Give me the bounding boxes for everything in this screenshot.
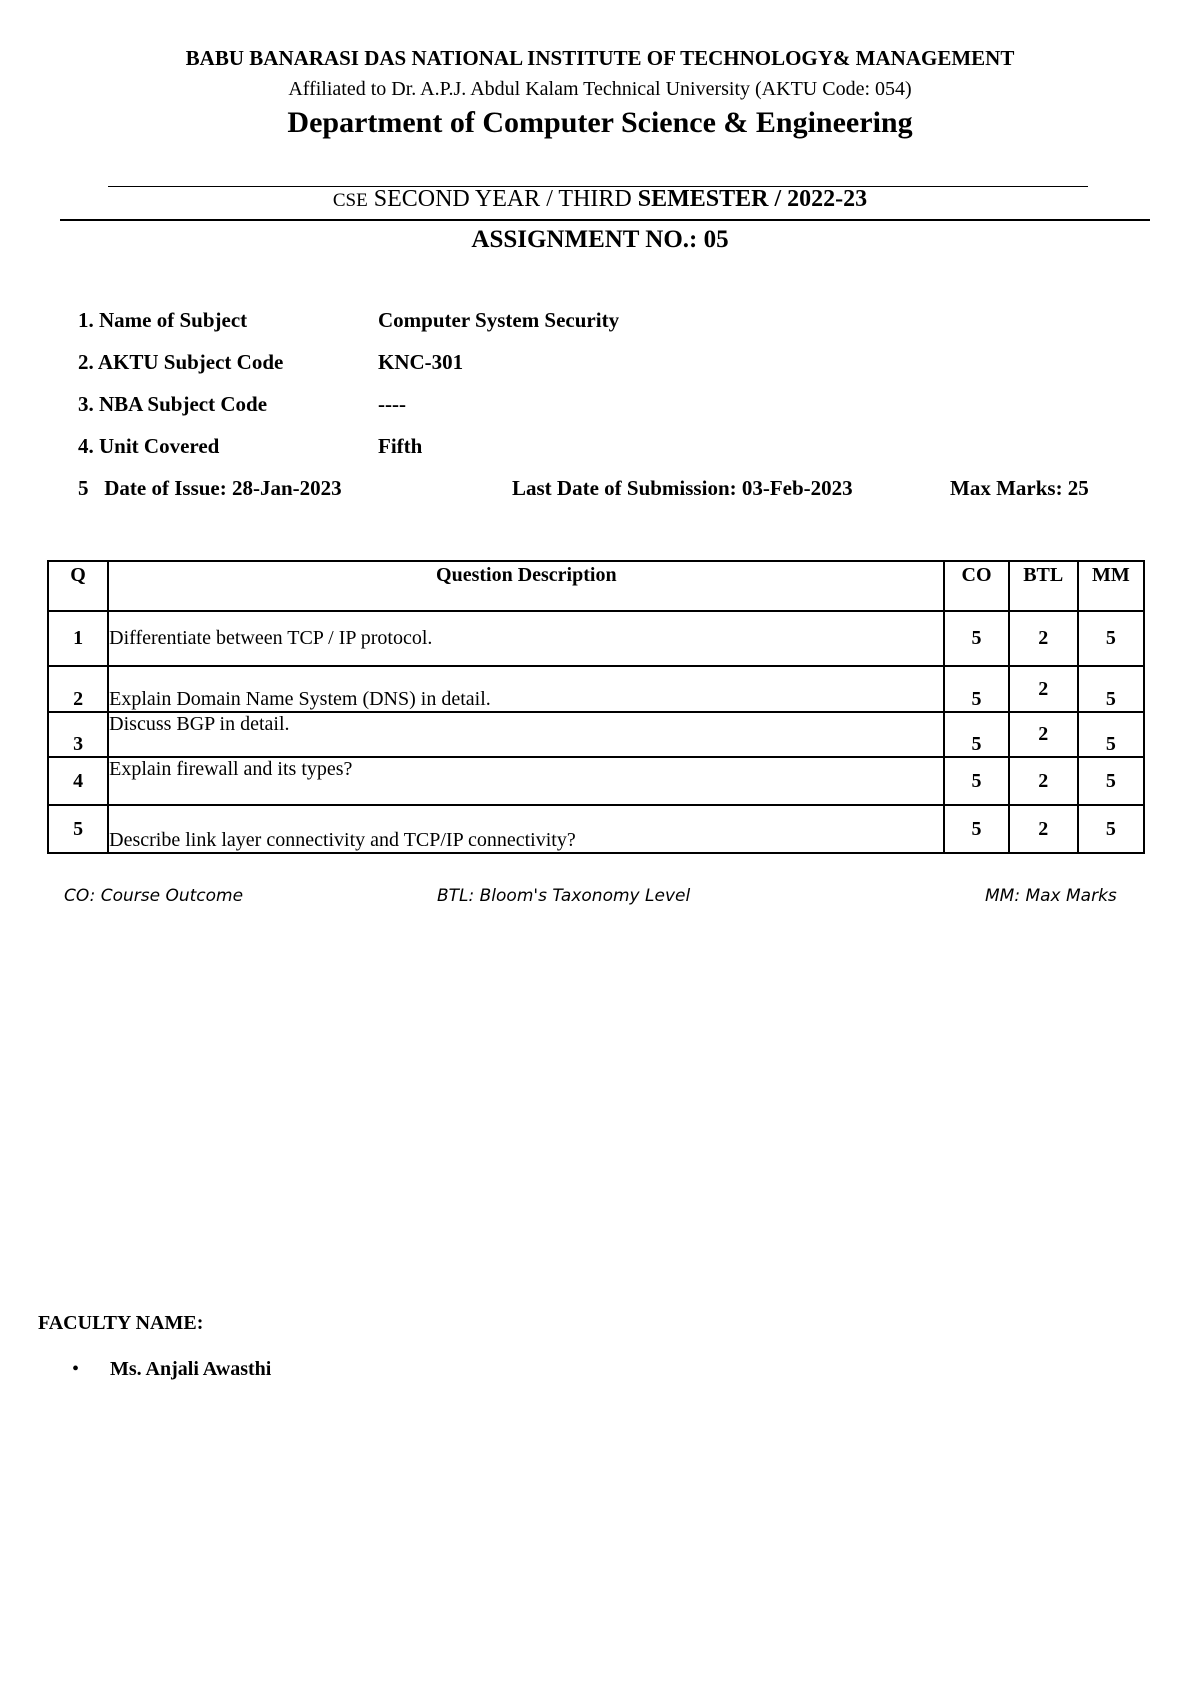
question-mm: 5 — [1078, 611, 1144, 666]
question-co: 5 — [944, 757, 1008, 805]
max-marks: Max Marks: 25 — [950, 476, 1089, 500]
info-value-aktu-code: KNC-301 — [378, 350, 464, 374]
semester-prefix: CSE — [332, 190, 368, 211]
semester-bold: SEMESTER / 2022-23 — [637, 186, 868, 212]
faculty-label: FACULTY NAME: — [38, 1312, 204, 1334]
table-row — [48, 666, 1144, 712]
question-co: 5 — [944, 611, 1008, 666]
question-mm: 5 — [1078, 666, 1144, 712]
bullet-icon: • — [72, 1358, 80, 1380]
department-title: Department of Computer Science & Engineering — [287, 106, 913, 139]
legend-btl: BTL: Bloom's Taxonomy Level — [437, 886, 691, 906]
question-number: 2 — [48, 666, 108, 712]
header-question-description: Question Description — [108, 561, 944, 611]
question-number: 1 — [48, 611, 108, 666]
semester-line — [0, 186, 1200, 213]
affiliation-line: Affiliated to Dr. A.P.J. Abdul Kalam Technical University (AKTU Code: 054) — [288, 78, 912, 100]
legend-co: CO: Course Outcome — [64, 886, 244, 906]
info-label-aktu-code: 2. AKTU Subject Code — [78, 350, 284, 374]
faculty-name: Ms. Anjali Awasthi — [110, 1358, 272, 1380]
question-description: Discuss BGP in detail. — [108, 712, 944, 757]
info-label-subject: 1. Name of Subject — [78, 308, 248, 332]
info-label-unit: 4. Unit Covered — [78, 434, 220, 458]
table-row — [48, 611, 1144, 666]
question-btl: 2 — [1009, 666, 1078, 712]
question-number: 3 — [48, 712, 108, 757]
institute-name: BABU BANARASI DAS NATIONAL INSTITUTE OF TECHNOLOGY& MANAGEMENT — [185, 46, 1015, 70]
header-btl: BTL — [1009, 561, 1078, 611]
info-label-nba-code: 3. NBA Subject Code — [78, 392, 268, 416]
last-date-of-submission: Last Date of Submission: 03-Feb-2023 — [512, 476, 853, 500]
table-row — [48, 757, 1144, 805]
question-number: 5 — [48, 805, 108, 853]
semester-mid: SECOND YEAR / THIRD — [367, 186, 638, 212]
info-value-nba-code: ---- — [378, 392, 406, 416]
question-table — [47, 560, 1145, 854]
table-row — [48, 805, 1144, 853]
question-description: Differentiate between TCP / IP protocol. — [108, 611, 944, 666]
header-mm: MM — [1078, 561, 1144, 611]
header-q: Q — [48, 561, 108, 611]
legend-mm: MM: Max Marks — [985, 886, 1117, 906]
question-description: Explain firewall and its types? — [108, 757, 944, 805]
table-header-row — [48, 561, 1144, 611]
header-rule-bottom — [60, 219, 1150, 221]
table-row — [48, 712, 1144, 757]
date-of-issue: 5 Date of Issue: 28-Jan-2023 — [78, 476, 342, 500]
question-number: 4 — [48, 757, 108, 805]
question-co: 5 — [944, 666, 1008, 712]
question-btl: 2 — [1009, 712, 1078, 757]
question-description: Explain Domain Name System (DNS) in detail. — [108, 666, 944, 712]
info-value-unit: Fifth — [378, 434, 423, 458]
question-btl: 2 — [1009, 805, 1078, 853]
question-co: 5 — [944, 805, 1008, 853]
info-value-subject: Computer System Security — [378, 308, 620, 332]
header-co: CO — [944, 561, 1008, 611]
assignment-number: ASSIGNMENT NO.: 05 — [471, 226, 729, 253]
question-mm: 5 — [1078, 712, 1144, 757]
question-mm: 5 — [1078, 805, 1144, 853]
question-description: Describe link layer connectivity and TCP/IP connectivity? — [108, 805, 944, 853]
question-co: 5 — [944, 712, 1008, 757]
question-mm: 5 — [1078, 757, 1144, 805]
faculty-list-item — [72, 1358, 271, 1381]
question-btl: 2 — [1009, 757, 1078, 805]
question-btl: 2 — [1009, 611, 1078, 666]
